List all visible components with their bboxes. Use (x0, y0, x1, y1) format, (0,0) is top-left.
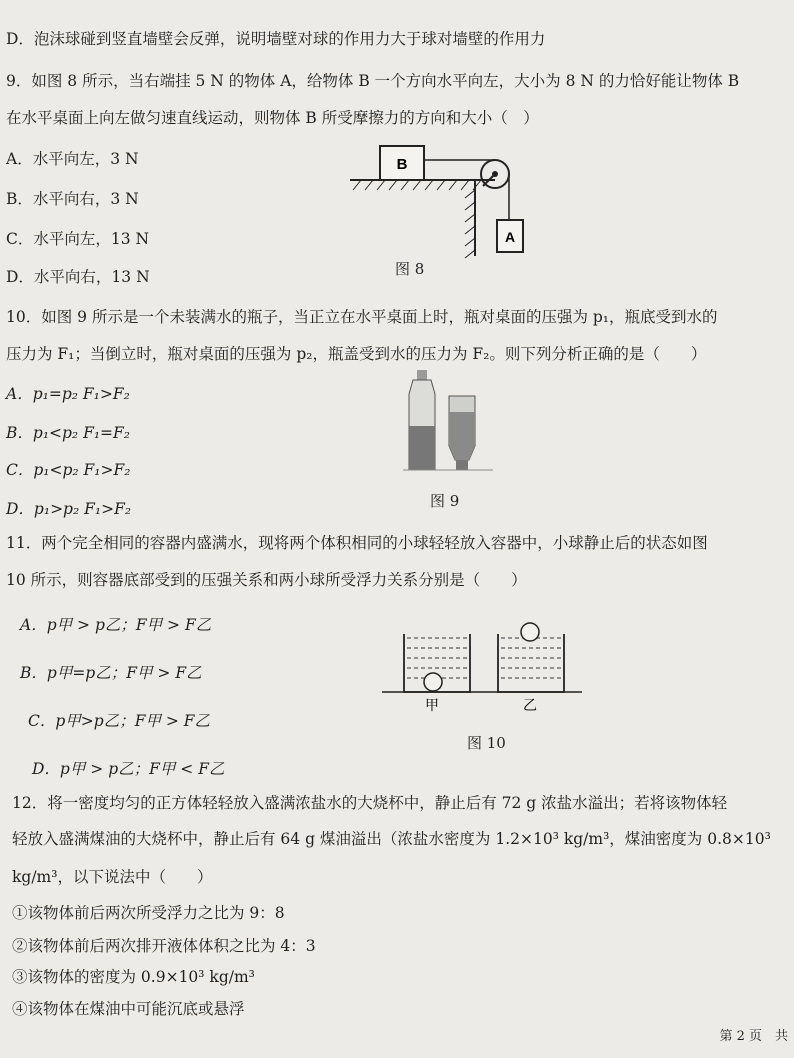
q11-option-a: A．p甲 > p乙；F甲 > F乙 (20, 616, 212, 634)
q9-option-a: A．水平向左，3 N (6, 150, 139, 168)
q10-stem-line2: 压力为 F₁；当倒立时，瓶对桌面的压强为 p₂，瓶盖受到水的压力为 F₂。则下列分析正确的是（ ） (6, 345, 707, 363)
q9-stem-line1: 9．如图 8 所示，当右端挂 5 N 的物体 A，给物体 B 一个方向水平向左，大小为 8 N 的力恰好能让物体 B (6, 72, 740, 90)
q10-option-a: A．p₁=p₂ F₁>F₂ (6, 385, 130, 403)
q10-stem-line1: 10．如图 9 所示是一个未装满水的瓶子，当正立在水平桌面上时，瓶对桌面的压强为 p₁，瓶底受到水的 (6, 308, 718, 326)
block-a-label: A (504, 229, 516, 245)
q9-option-c: C．水平向左，13 N (6, 230, 150, 248)
figure-10-containers (382, 620, 582, 715)
q9-stem-line2: 在水平桌面上向左做匀速直线运动，则物体 B 所受摩擦力的方向和大小（ ） (6, 109, 539, 127)
q11-option-d: D．p甲 > p乙；F甲 < F乙 (32, 760, 225, 778)
q11-option-b: B．p甲=p乙；F甲 > F乙 (20, 664, 202, 682)
q10-option-d: D．p₁>p₂ F₁>F₂ (6, 500, 132, 518)
q12-statement-2: ②该物体前后两次排开液体体积之比为 4：3 (12, 937, 316, 955)
q12-statement-1: ①该物体前后两次所受浮力之比为 9：8 (12, 904, 285, 922)
q11-option-c: C．p甲>p乙；F甲 > F乙 (28, 712, 211, 730)
ball-jia (424, 673, 442, 691)
q12-statement-4: ④该物体在煤油中可能沉底或悬浮 (12, 1000, 245, 1018)
q8-option-d: D．泡沫球碰到竖直墙壁会反弹，说明墙壁对球的作用力大于球对墙壁的作用力 (6, 30, 546, 48)
block-b-label: B (396, 156, 408, 173)
q10-option-c: C．p₁<p₂ F₁>F₂ (6, 461, 131, 479)
label-jia: 甲 (425, 698, 439, 714)
q11-stem-line1: 11．两个完全相同的容器内盛满水，现将两个体积相同的小球轻轻放入容器中，小球静止后的状态如图 (6, 534, 708, 552)
page-footer: 第 2 页 共 (719, 1029, 788, 1044)
label-yi: 乙 (523, 698, 537, 714)
q10-option-b: B．p₁<p₂ F₁=F₂ (6, 424, 131, 442)
q12-stem-line2: 轻放入盛满煤油的大烧杯中，静止后有 64 g 煤油溢出（浓盐水密度为 1.2×10³ kg/m³，煤油密度为 0.8×10³ (12, 830, 771, 848)
figure-8-diagram (345, 138, 545, 263)
figure-9-bottles (403, 368, 493, 478)
q9-option-d: D．水平向右，13 N (6, 268, 150, 286)
figure-8-caption: 图 8 (395, 260, 425, 278)
figure-10-caption: 图 10 (467, 734, 506, 752)
q9-option-b: B．水平向右，3 N (6, 190, 139, 208)
q11-stem-line2: 10 所示，则容器底部受到的压强关系和两小球所受浮力关系分别是（ ） (6, 571, 527, 589)
q12-stem-line1: 12．将一密度均匀的正方体轻轻放入盛满浓盐水的大烧杯中，静止后有 72 g 浓盐水溢出；若将该物体轻 (12, 794, 728, 812)
q12-statement-3: ③该物体的密度为 0.9×10³ kg/m³ (12, 968, 255, 986)
figure-9-caption: 图 9 (430, 492, 460, 510)
q12-stem-line3: kg/m³，以下说法中（ ） (12, 868, 213, 886)
ball-yi (521, 623, 539, 641)
